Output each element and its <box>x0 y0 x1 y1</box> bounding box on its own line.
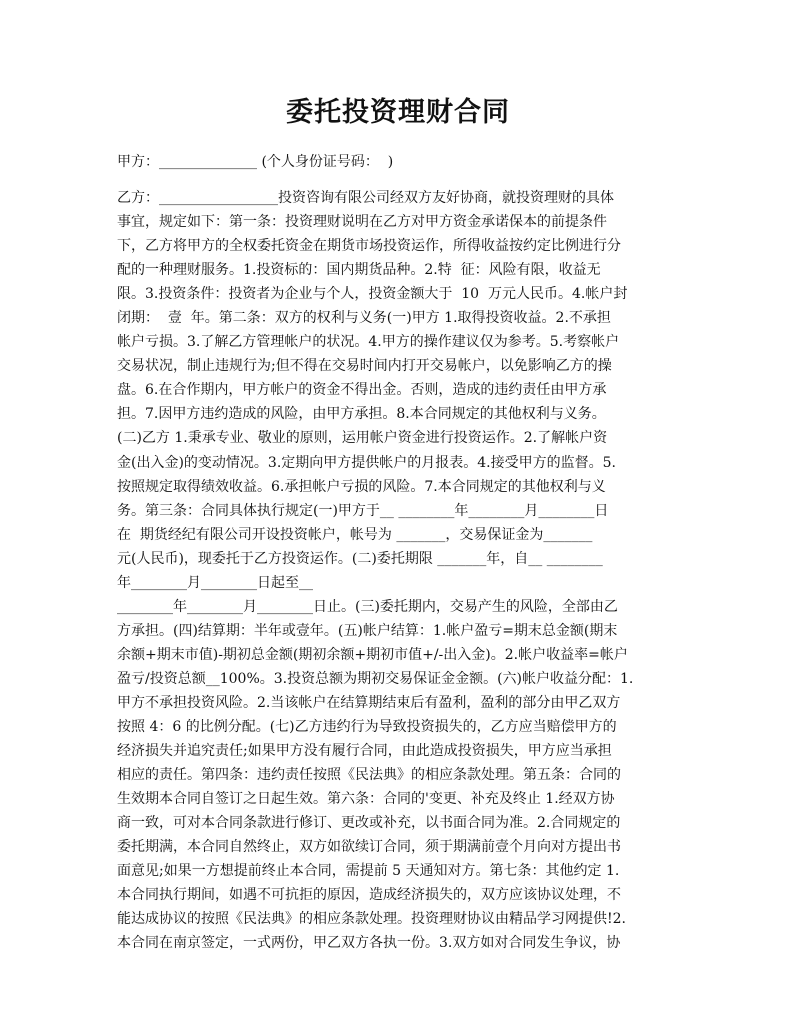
body-line: 在 期货经纪有限公司开设投资帐户，帐号为 _______，交易保证金为_______ <box>117 526 593 543</box>
body-line: 盘。6.在合作期内，甲方帐户的资金不得出金。否则，造成的违约责任由甲方承 <box>117 382 607 399</box>
body-line: 按照 4：6 的比例分配。(七)乙方违约行为导致投资损失的，乙方应当赔偿甲方的 <box>117 719 617 736</box>
document-title: 委托投资理财合同 <box>286 97 510 128</box>
body-line: 面意见;如果一方想提前终止本合同，需提前 5 天通知对方。第七条：其他约定 1. <box>117 863 620 880</box>
body-line: 按照规定取得绩效收益。6.承担帐户亏损的风险。7.本合同规定的其他权利与义 <box>117 478 606 495</box>
body-line: 下，乙方将甲方的全权委托资金在期货市场投资运作，所得收益按约定比例进行分 <box>117 238 621 255</box>
body-line: 金(出入金)的变动情况。3.定期向甲方提供帐户的月报表。4.接受甲方的监督。5. <box>117 454 616 471</box>
body-line: 配的一种理财服务。1.投资标的：国内期货品种。2.特 征：风险有限，收益无 <box>117 262 601 279</box>
body-line: 本合同在南京签定，一式两份，甲乙双方各执一份。3.双方如对合同发生争议，协 <box>117 935 621 952</box>
body-line: 本合同执行期间，如遇不可抗拒的原因，造成经济损失的，双方应该协议处理，不 <box>117 887 621 904</box>
body-line: 盈亏/投资总额__100%。3.投资总额为期初交易保证金金额。(六)帐户收益分配：1. <box>117 670 634 687</box>
body-line: 闭期： 壹 年。第二条：双方的权利与义务(一)甲方 1.取得投资收益。2.不承担 <box>117 310 611 327</box>
body-line: 元(人民币)，现委托于乙方投资运作。(二)委托期限 _______年，自__ ________ <box>117 550 603 567</box>
body-line: 事宜，规定如下：第一条：投资理财说明在乙方对甲方资金承诺保本的前提条件 <box>117 214 607 231</box>
body-line: 能达成协议的按照《民法典》的相应条款处理。投资理财协议由精品学习网提供!2. <box>117 911 626 928</box>
body-line: 年________月________日起至__ <box>117 574 313 591</box>
body-line: (二)乙方 1.秉承专业、敬业的原则，运用帐户资金进行投资运作。2.了解帐户资 <box>117 430 608 447</box>
body-line: 方承担。(四)结算期：半年或壹年。(五)帐户结算：1.帐户盈亏=期末总金额(期末 <box>117 622 618 639</box>
body-line: 余额+期末市值)-期初总金额(期初余额+期初市值+/-出入金)。2.帐户收益率=帐户 <box>117 646 628 663</box>
body-line: 生效期本合同自签订之日起生效。第六条：合同的'变更、补充及终止 1.经双方协 <box>117 791 615 808</box>
body-line: 务。第三条：合同具体执行规定(一)甲方于__ ________年________月________日 <box>117 502 609 519</box>
body-line: 商一致，可对本合同条款进行修订、更改或补充，以书面合同为准。2.合同规定的 <box>117 815 621 832</box>
body-line: 相应的责任。第四条：违约责任按照《民法典》的相应条款处理。第五条：合同的 <box>117 767 621 784</box>
body-line: 乙方：_________________投资咨询有限公司经双方友好协商，就投资理财的具体 <box>117 190 614 206</box>
body-line: ________年________月________日止。(三)委托期内，交易产生的风险，全部由乙 <box>117 598 618 615</box>
body-line: 经济损失并追究责任;如果甲方没有履行合同，由此造成投资损失，甲方应当承担 <box>117 743 612 760</box>
body-line: 帐户亏损。3.了解乙方管理帐户的状况。4.甲方的操作建议仅为参考。5.考察帐户 <box>117 334 620 351</box>
body-line: 甲方不承担投资风险。2.当该帐户在结算期结束后有盈利，盈利的部分由甲乙双方 <box>117 694 621 711</box>
body-line: 交易状况，制止违规行为;但不得在交易时间内打开交易帐户，以免影响乙方的操 <box>117 358 612 375</box>
body-line: 担。7.因甲方违约造成的风险，由甲方承担。8.本合同规定的其他权利与义务。 <box>117 406 606 423</box>
party-a-line: 甲方：______________ (个人身份证号码： ) <box>117 154 394 170</box>
contract-body <box>117 186 687 956</box>
body-line: 限。3.投资条件：投资者为企业与个人，投资金额大于 10 万元人民币。4.帐户封 <box>117 286 628 303</box>
body-line: 委托期满，本合同自然终止，双方如欲续订合同，须于期满前壹个月向对方提出书 <box>117 839 621 856</box>
